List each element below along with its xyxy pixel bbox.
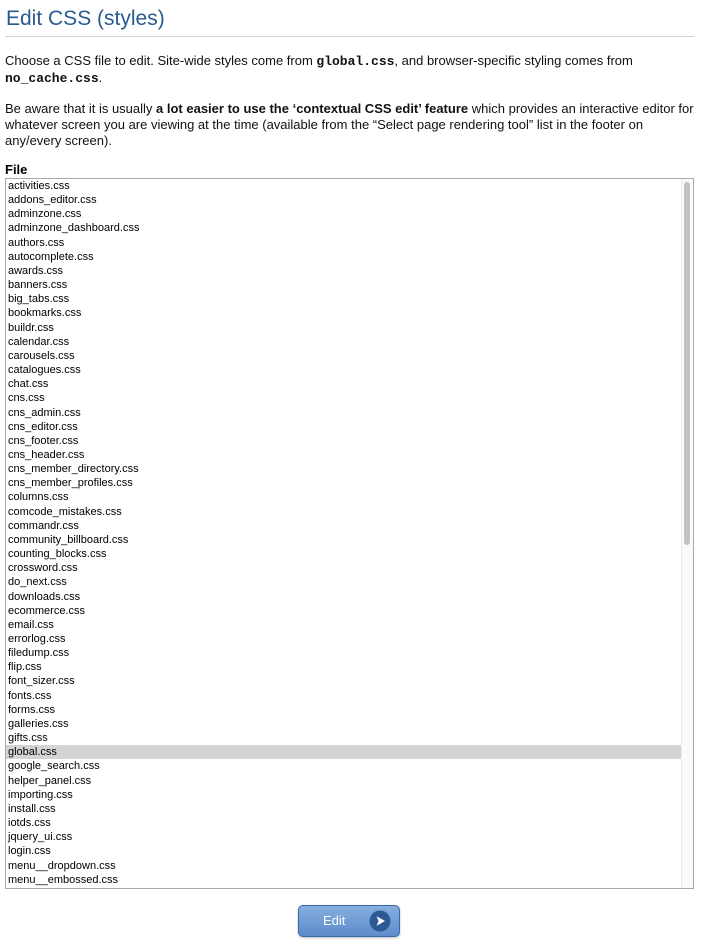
file-option[interactable]: cns_footer.css (8, 434, 79, 447)
file-option[interactable]: global.css (6, 745, 682, 759)
file-option[interactable]: chat.css (8, 378, 49, 391)
file-option[interactable]: install.css (8, 802, 56, 815)
intro-text: Be aware that it is usually (5, 101, 157, 116)
file-option[interactable]: commandr.css (8, 519, 79, 532)
file-option[interactable]: awards.css (8, 264, 64, 277)
file-option[interactable]: email.css (8, 618, 54, 631)
file-option[interactable]: fonts.css (8, 689, 52, 702)
list-scrollbar[interactable] (681, 179, 693, 888)
file-option[interactable]: galleries.css (8, 717, 69, 730)
global-css-filename: global.css (316, 54, 395, 69)
file-option[interactable]: google_search.css (8, 760, 100, 773)
file-option[interactable]: jquery_ui.css (8, 831, 73, 844)
file-option[interactable]: cns_member_directory.css (8, 463, 139, 476)
contextual-css-edit-emphasis: a lot easier to use the ‘contextual CSS edit’ feature (156, 101, 469, 116)
file-option[interactable]: downloads.css (8, 590, 81, 603)
file-option[interactable]: activities.css (8, 180, 70, 192)
intro-text: which provides an interactive editor for whatever screen you are viewing at the time (available from the “Select page rendering tool” list in the footer on any/every screen). (5, 101, 694, 148)
intro-paragraph-2 (5, 101, 695, 149)
file-option[interactable]: forms.css (8, 703, 56, 716)
intro-text: Choose a CSS file to edit. Site-wide styles come from (5, 53, 317, 68)
file-option[interactable]: crossword.css (8, 562, 78, 575)
file-option[interactable]: authors.css (8, 236, 65, 249)
title-divider (5, 36, 694, 37)
file-option[interactable]: cns_editor.css (8, 420, 78, 433)
file-option[interactable]: catalogues.css (8, 364, 81, 377)
file-option[interactable]: carousels.css (8, 349, 75, 362)
file-option[interactable]: community_billboard.css (8, 533, 129, 546)
file-option[interactable]: menu__dropdown.css (8, 859, 116, 872)
file-option[interactable]: filedump.css (8, 647, 70, 660)
file-option[interactable]: big_tabs.css (8, 293, 70, 306)
file-option[interactable]: menu__embossed.css (8, 873, 119, 886)
intro-text: . (98, 70, 103, 85)
file-option[interactable]: cns.css (8, 392, 45, 405)
arrow-right-circle-icon (369, 910, 391, 932)
file-option[interactable]: counting_blocks.css (8, 548, 107, 561)
file-option[interactable]: adminzone.css (8, 208, 82, 221)
file-select-list[interactable] (5, 178, 694, 889)
file-option[interactable]: iotds.css (8, 817, 51, 830)
list-scrollbar-thumb[interactable] (684, 182, 690, 545)
file-option[interactable]: login.css (8, 845, 51, 858)
intro-text: , and browser-specific styling comes from (394, 53, 633, 68)
file-option[interactable]: calendar.css (8, 335, 70, 348)
file-option[interactable]: columns.css (8, 491, 69, 504)
file-option[interactable]: flip.css (8, 661, 42, 674)
file-option[interactable]: importing.css (8, 788, 73, 801)
file-option[interactable]: buildr.css (8, 321, 54, 334)
file-option[interactable]: errorlog.css (8, 633, 66, 645)
file-option[interactable]: banners.css (8, 279, 68, 292)
file-field-label: File (5, 162, 28, 177)
edit-button[interactable] (298, 905, 400, 937)
file-option[interactable]: adminzone_dashboard.css (8, 222, 140, 235)
file-option[interactable]: helper_panel.css (8, 774, 92, 787)
file-options (6, 179, 682, 887)
file-option[interactable]: cns_member_profiles.css (8, 477, 133, 490)
file-option[interactable]: ecommerce.css (8, 604, 86, 617)
file-option[interactable]: do_next.css (8, 576, 67, 589)
edit-button-label: Edit (323, 913, 346, 928)
intro-paragraph-1 (5, 53, 695, 87)
page-title: Edit CSS (styles) (6, 7, 165, 30)
file-option[interactable]: gifts.css (8, 732, 48, 745)
file-option[interactable]: addons_editor.css (8, 194, 97, 207)
file-option[interactable]: font_sizer.css (8, 675, 75, 688)
file-option[interactable]: bookmarks.css (8, 307, 82, 320)
file-option[interactable]: cns_header.css (8, 448, 85, 461)
file-option[interactable]: autocomplete.css (8, 250, 94, 263)
file-option[interactable]: comcode_mistakes.css (8, 505, 122, 518)
no-cache-css-filename: no_cache.css (5, 71, 99, 86)
file-option[interactable]: cns_admin.css (8, 406, 81, 419)
